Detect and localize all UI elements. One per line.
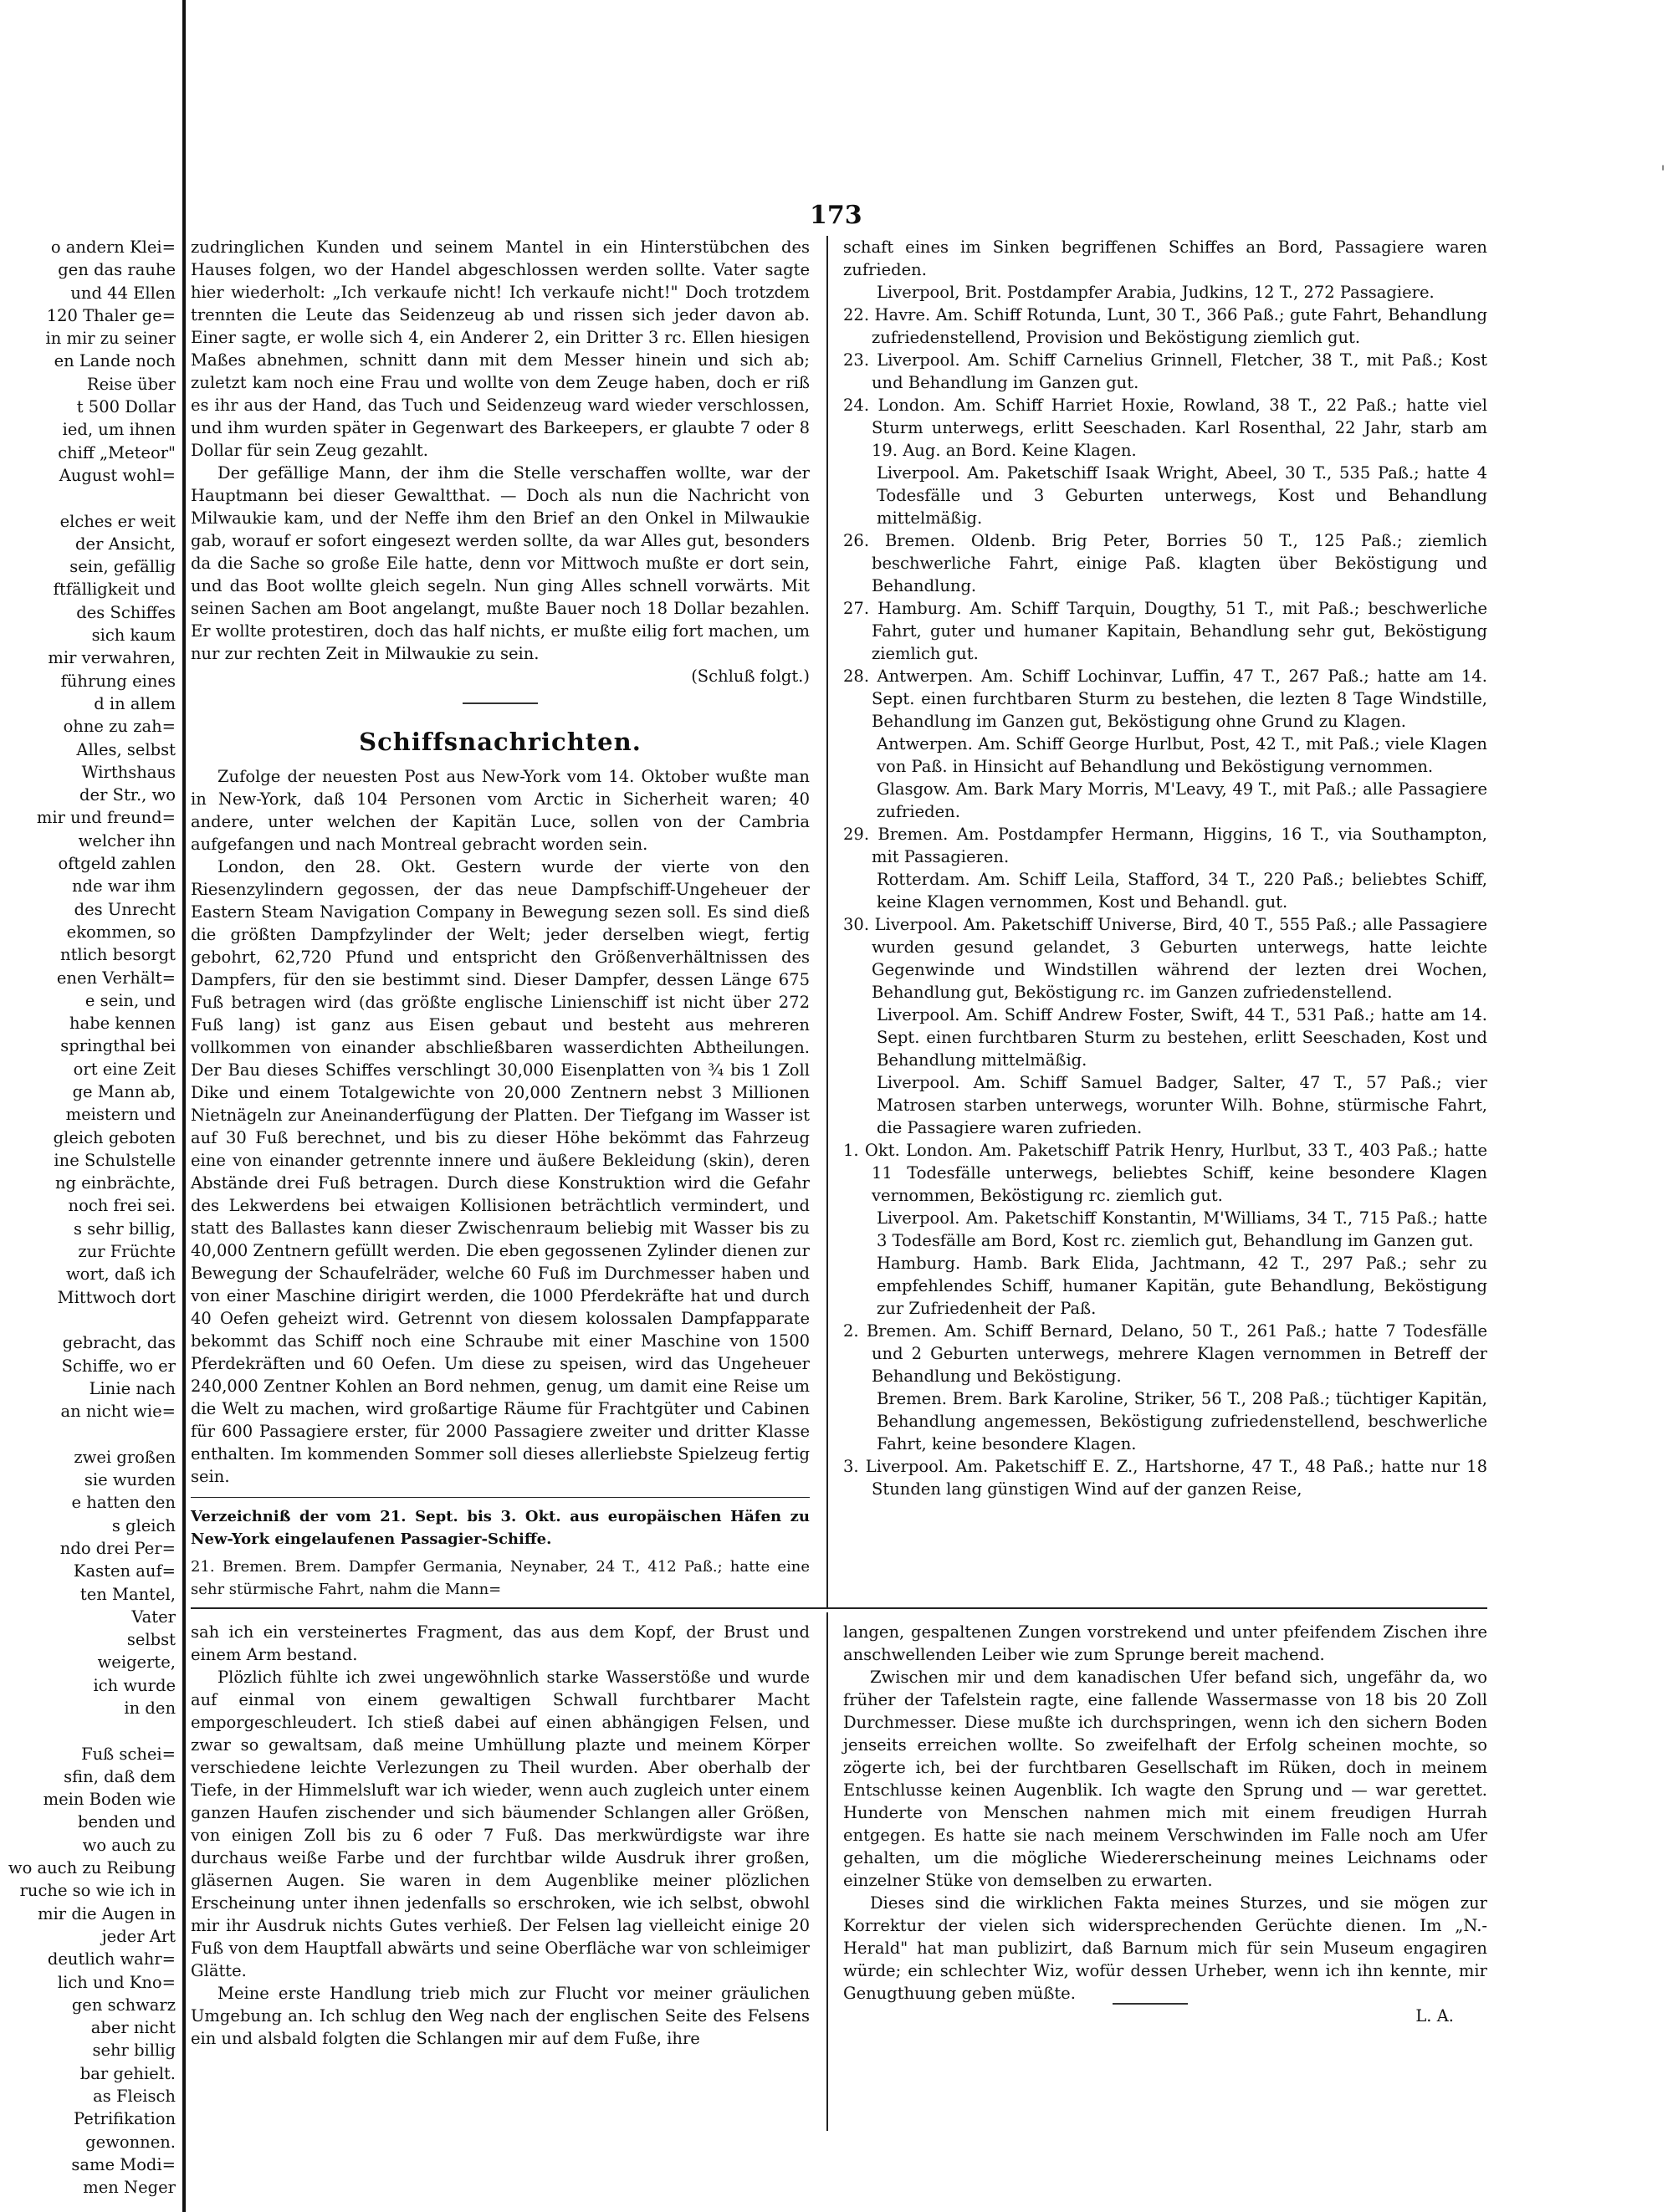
edge-line: in mir zu seiner: [45, 329, 176, 349]
edge-line: ge Mann ab,: [72, 1081, 176, 1101]
edge-line: ng einbrächte,: [54, 1173, 176, 1193]
edge-line: sfin, daß dem: [64, 1766, 176, 1786]
page-number: 173: [810, 201, 862, 230]
edge-line: mir verwahren,: [48, 648, 176, 668]
list-top-rule: [191, 1497, 810, 1498]
edge-line: des Unrecht: [74, 899, 176, 919]
edge-line: Kasten auf=: [73, 1561, 176, 1581]
edge-line: gen das rauhe: [58, 260, 176, 280]
ship-list-entry: Antwerpen. Am. Schiff George Hurlbut, Post, 42 T., mit Paß.; viele Klagen von Paß. in Hinsicht auf Behandlung und Beköstigung vernommen.: [877, 734, 1487, 776]
left-edge-clipped-column: [0, 236, 176, 2198]
edge-line: springthal bei: [60, 1036, 176, 1056]
ship-news-title: Schiffsnachrichten.: [359, 728, 642, 756]
edge-line: an nicht wie=: [60, 1402, 176, 1422]
edge-line: Schiffe, wo er: [61, 1356, 176, 1376]
edge-line: sehr billig: [92, 2041, 176, 2061]
list-heading: Verzeichniß der vom 21. Sept. bis 3. Okt. aus europäischen Häfen zu New-York eingelaufenen Passagier-Schiffe.: [191, 1508, 810, 1548]
edge-line: e sein, und: [84, 990, 176, 1010]
edge-line: August wohl=: [59, 465, 176, 485]
edge-line: t 500 Dollar: [76, 397, 176, 417]
story-paragraph: sah ich ein versteinertes Fragment, das aus dem Kopf, der Brust und einem Arm bestand.: [191, 1622, 810, 1664]
edge-line: [0, 487, 176, 509]
story-paragraph: zudringlichen Kunden und seinem Mantel in ein Hinterstübchen des Hauses folgen, wo der Handel abgeschlossen werden sollte. Vater sagte hier wiederholt: „Ich verkaufe nicht! Ich verkaufe nicht!" Doch trotzdem trennten die Leute das Seidenzeug ab und rissen sich jeder davon ab. Einer sagte, er wolle sich 4, ein Anderer 2, ein Dritter 3 rc. Ellen hiesigen Maßes abnehmen, schnitt dann mit dem Messer hinein und sich ab; zuletzt kam noch eine Frau und wollte von dem Zeuge haben, doch er riß es ihr aus der Hand, das Tuch und Seidenzeug ward wieder verschlossen, und ihm wurden später in Gegenwart des Barkeepers, er glaubte 7 oder 8 Dollar für sein Zeug gezahlt.: [191, 238, 810, 460]
ship-list-entry: Hamburg. Hamb. Bark Elida, Jachtmann, 42 T., 297 Paß.; sehr zu empfehlendes Schiff, humaner Kapitän, gute Behandlung, Beköstigung zur Zufriedenheit der Paß.: [877, 1254, 1487, 1318]
edge-line: deutlich wahr=: [47, 1949, 176, 1969]
edge-line: ruche so wie ich in: [19, 1881, 176, 1901]
edge-line: noch frei sei.: [68, 1196, 176, 1216]
signature: L. A.: [1415, 2006, 1454, 2026]
edge-line: weigerte,: [97, 1653, 176, 1673]
ship-list-entry: 22. Havre. Am. Schiff Rotunda, Lunt, 30 T., 366 Paß.; gute Fahrt, Behandlung zufriedenstellend, Provision und Beköstigung ziemlich gut.: [843, 305, 1487, 347]
edge-line: gen schwarz: [71, 1995, 176, 2015]
edge-line: gewonnen.: [85, 2132, 176, 2152]
story-paragraph: Zwischen mir und dem kanadischen Ufer befand sich, ungefähr da, wo früher der Tafelstein ragte, eine fallende Wassermasse von 18 bis 20 Zoll Durchmesser. Diese mußte ich durchspringen, wenn ich den sichern Boden jenseits erreichen wollte. So zweifelhaft der Erfolg scheinen mochte, so zögerte ich, bei der furchtbaren Gesellschaft im Rüken, doch in meinem Entschlusse keinen Augenblik. Ich wagte den Sprung und — war gerettet. Hunderte von Menschen nahmen mich mit einem freudigen Hurrah entgegen. Es hatte sie nach meinem Verschwinden im Falle noch am Ufer gehalten, um die mögliche Wiedererscheinung meines Leichnams oder einzelner Stüke von demselben zu erwarten.: [843, 1668, 1487, 1890]
edge-line: nde war ihm: [72, 876, 176, 897]
edge-line: s sehr billig,: [74, 1218, 176, 1239]
edge-line: und 44 Ellen: [70, 283, 176, 303]
edge-line: o andern Klei=: [50, 238, 176, 257]
edge-line: ten Mantel,: [79, 1584, 176, 1604]
margin-mark: ': [1660, 163, 1666, 184]
edge-line: en Lande noch: [54, 351, 176, 371]
ship-list-entry: Liverpool. Am. Schiff Samuel Badger, Salter, 47 T., 57 Paß.; vier Matrosen starben unterwegs, worunter Wilh. Bohne, stürmische Fahrt, die Passagiere waren zufrieden.: [877, 1073, 1487, 1137]
edge-line: bar gehielt.: [79, 2063, 176, 2083]
edge-line: Petrifikation: [74, 2109, 176, 2129]
edge-line: sie wurden: [84, 1470, 176, 1490]
edge-line: 120 Thaler ge=: [46, 305, 176, 325]
edge-line: s gleich: [111, 1515, 176, 1535]
edge-line: same Modi=: [71, 2154, 176, 2174]
ship-list-entry: 29. Bremen. Am. Postdampfer Hermann, Higgins, 16 T., via Southampton, mit Passagieren.: [843, 825, 1487, 866]
edge-line: wort, daß ich: [65, 1264, 176, 1285]
edge-line: mein Boden wie: [43, 1790, 176, 1810]
edge-line: zur Früchte: [78, 1242, 176, 1262]
edge-line: d in allem: [94, 693, 176, 713]
story-paragraph: Meine erste Handlung trieb mich zur Flucht vor meiner gräulichen Umgebung an. Ich schlug den Weg nach der englischen Seite des Felsens ein und alsbald folgten die Schlangen mir auf dem Fuße, ihre: [191, 1984, 810, 2048]
edge-line: meistern und: [65, 1105, 176, 1125]
edge-line: chiff „Meteor": [58, 442, 176, 462]
edge-line: mir und freund=: [36, 808, 176, 828]
story-paragraph: (Schluß folgt.): [691, 667, 810, 686]
ship-list-entry: Rotterdam. Am. Schiff Leila, Stafford, 34 T., 220 Paß.; beliebtes Schiff, keine Klagen vernommen, Kost und Behandl. gut.: [877, 870, 1487, 912]
ship-list-entry: Liverpool, Brit. Postdampfer Arabia, Judkins, 12 T., 272 Passagiere.: [877, 283, 1435, 302]
edge-line: des Schiffes: [76, 602, 176, 622]
edge-line: men Neger: [83, 2178, 176, 2198]
edge-line: ftfälligkeit und: [53, 580, 176, 600]
edge-line: e hatten den: [71, 1493, 176, 1513]
story-paragraph: Dieses sind die wirklichen Fakta meines Sturzes, und sie mögen zur Korrektur der vielen sich widersprechenden Gerüchte dienen. Im „N.-Herald" hat man publizirt, daß Barnum mich für sein Museum engagiren würde; ein schlechter Wiz, wofür dessen Urheber, wenn ich ihn kennte, mir Genugthuung geben müßte.: [843, 1893, 1487, 2003]
column-divider-top: [826, 236, 828, 1607]
edge-line: welcher ihn: [78, 830, 176, 851]
edge-line: ndo drei Per=: [59, 1538, 176, 1558]
edge-line: sich kaum: [91, 626, 176, 646]
edge-line: führung eines: [60, 671, 176, 691]
edge-line: selbst: [126, 1630, 176, 1650]
ship-list-entry: Liverpool. Am. Schiff Andrew Foster, Swift, 44 T., 531 Paß.; hatte am 14. Sept. einen furchtbaren Sturm zu bestehen, erlitt Seeschaden, Kost und Behandlung mittelmäßig.: [877, 1005, 1487, 1070]
edge-line: Vater: [131, 1607, 176, 1627]
edge-line: aber nicht: [90, 2018, 176, 2038]
column-divider-bottom: [826, 1612, 828, 2131]
edge-line: jeder Art: [101, 1926, 176, 1946]
edge-line: in den: [124, 1699, 176, 1718]
edge-line: lich und Kno=: [57, 1972, 176, 1992]
edge-line: Reise über: [86, 374, 176, 394]
ship-list-entry: Bremen. Brem. Bark Karoline, Striker, 56 T., 208 Paß.; tüchtiger Kapitän, Behandlung angemessen, Beköstigung zufriedenstellend, beschwerliche Fahrt, keine besondere Klagen.: [877, 1389, 1487, 1453]
story-paragraph: Der gefällige Mann, der ihm die Stelle verschaffen wollte, war der Hauptmann bei dieser Gewaltthat. — Doch als nun die Nachricht von Milwaukie kam, und der Neffe ihm den Brief an den Onkel in Milwaukie gab, worauf er sofort eingesezt werden sollte, da war Alles gut, besonders da die Sache so große Eile hatte, denn vor Mittwoch mußte er dort sein, und das Boot wollte gleich segeln. Nun ging Alles schnell vorwärts. Mit seinen Sachen am Boot angelangt, mußte Bauer noch 18 Dollar bezahlen. Er wollte protestiren, doch das half nichts, er mußte eilig fort machen, um nur zur rechten Zeit in Milwaukie zu sein.: [191, 463, 810, 663]
edge-line: as Fleisch: [93, 2087, 176, 2107]
edge-line: Alles, selbst: [76, 739, 176, 759]
ship-list-entry: Liverpool. Am. Paketschiff Konstantin, M'Williams, 34 T., 715 Paß.; hatte 3 Todesfälle am Bord, Kost rc. ziemlich gut, Behandlung im Ganzen gut.: [877, 1208, 1487, 1250]
ship-list-entry: 1. Okt. London. Am. Paketschiff Patrik Henry, Hurlbut, 33 T., 403 Paß.; hatte 11 Todesfälle unterwegs, beliebtes Schiff, keine besondere Klagen vernommen, Beköstigung rc. ziemlich gut.: [843, 1141, 1487, 1205]
edge-line: Mittwoch dort: [57, 1287, 176, 1307]
edge-line: oftgeld zahlen: [58, 854, 176, 874]
ship-news-paragraph: Zufolge der neuesten Post aus New-York vom 14. Oktober wußte man in New-York, daß 104 Personen vom Arctic in Sicherheit waren; 40 andere, unter welchen der Kapitän Luce, sollen von der Cambria aufgefangen und nach Montreal gebracht worden sein.: [191, 767, 810, 854]
edge-line: benden und: [78, 1812, 176, 1832]
ship-list-entry: 27. Hamburg. Am. Schiff Tarquin, Dougthy, 51 T., mit Paß.; beschwerliche Fahrt, guter und humaner Kapitain, Behandlung sehr gut, Beköstigung ziemlich gut.: [843, 599, 1487, 663]
edge-line: elches er weit: [59, 511, 176, 531]
list-first-entry: 21. Bremen. Brem. Dampfer Germania, Neynaber, 24 T., 412 Paß.; hatte eine sehr stürmische Fahrt, nahm die Mann=: [191, 1558, 810, 1598]
edge-line: zwei großen: [74, 1447, 176, 1467]
edge-line: Linie nach: [89, 1378, 176, 1398]
edge-line: ohne zu zah=: [63, 717, 176, 737]
story-paragraph: Plözlich fühlte ich zwei ungewöhnlich starke Wasserstöße und wurde auf einmal von einem gewaltigen Schwall furchtbarer Macht emporgeschleudert. Ich stieß dabei auf einen abhängigen Felsen, und zwar so gewaltsam, daß meine Umhüllung plazte und meinem Körper verschiedene leichte Verlezungen zu Theil wurden. Aber oberhalb der Tiefe, in der Himmelsluft war ich wieder, wenn auch zugleich unter einem ganzen Haufen zischender und sich bäumender Schlangen aller Größen, von einigen Zoll bis zu 6 oder 7 Fuß. Das merkwürdigste war ihre durchaus weiße Farbe und der furchtbar wilde Ausdruk ihrer großen, gläsernen Augen. Sie waren in dem Augenblike meiner plözlichen Erscheinung unter ihnen jedenfalls so erschroken, wie ich selbst, obwohl mir ihr Ausdruk nichts Gutes verhieß. Der Felsen lag vielleicht einige 20 Fuß von dem Hauptfall abwärts und seine Oberfläche war von schleimiger Glätte.: [191, 1668, 810, 1980]
ship-list-entry: Glasgow. Am. Bark Mary Morris, M'Leavy, 49 T., mit Paß.; alle Passagiere zufrieden.: [877, 779, 1487, 821]
closing-rule: [1113, 2003, 1188, 2005]
edge-line: wo auch zu Reibung: [8, 1858, 176, 1878]
ship-list-entry: Liverpool. Am. Paketschiff Isaak Wright, Abeel, 30 T., 535 Paß.; hatte 4 Todesfälle und 3 Geburten unterwegs, Kost und Behandlung mittelmäßig.: [877, 463, 1487, 528]
edge-line: enen Verhält=: [56, 968, 176, 988]
passenger-ship-list: [843, 236, 1487, 1607]
story-paragraph: langen, gespaltenen Zungen vorstrekend und unter pfeifendem Zischen ihre anschwellenden Leiber wie zum Sprunge bereit machend.: [843, 1622, 1487, 1664]
passenger-ship-list-header: [191, 1505, 810, 1597]
ship-list-entry: 26. Bremen. Oldenb. Brig Peter, Borries 50 T., 125 Paß.; ziemlich beschwerliche Fahrt, einige Paß. klagten über Beköstigung und Behandlung.: [843, 531, 1487, 595]
section-divider: [463, 702, 538, 704]
ship-list-entry: schaft eines im Sinken begriffenen Schiffes an Bord, Passagiere waren zufrieden.: [843, 238, 1487, 279]
waterfall-story-left: [191, 1621, 810, 2156]
binding-edge-bar: [182, 0, 186, 2212]
edge-line: habe kennen: [69, 1014, 176, 1034]
edge-line: [0, 1719, 176, 1742]
edge-line: ntlich besorgt: [60, 945, 176, 965]
edge-line: ied, um ihnen: [62, 420, 176, 440]
edge-line: wo auch zu: [82, 1835, 176, 1855]
edge-line: gebracht, das: [62, 1333, 176, 1353]
ship-list-entry: 30. Liverpool. Am. Paketschiff Universe, Bird, 40 T., 555 Paß.; alle Passagiere wurden gesund gelandet, 3 Geburten unterwegs, hatte leichte Gegenwinde und Windstillen während der lezten drei Wochen, Behandlung gut, Beköstigung rc. im Ganzen zufriedenstellend.: [843, 915, 1487, 1002]
edge-line: der Ansicht,: [75, 534, 176, 554]
edge-line: mir die Augen in: [38, 1903, 176, 1923]
edge-line: [0, 1309, 176, 1331]
ship-list-entry: 2. Bremen. Am. Schiff Bernard, Delano, 50 T., 261 Paß.; hatte 7 Todesfälle und 2 Geburten unterwegs, mehrere Klagen vernommen in Betreff der Behandlung und Beköstigung.: [843, 1321, 1487, 1386]
fold-rule: [191, 1607, 1487, 1609]
edge-line: ine Schulstelle: [54, 1150, 176, 1170]
waterfall-story-right: [843, 1621, 1487, 2156]
edge-line: Wirthshaus: [81, 762, 176, 782]
edge-line: der Str., wo: [79, 785, 176, 805]
edge-line: sein, gefällig: [69, 557, 176, 577]
edge-line: ich wurde: [93, 1675, 176, 1695]
edge-line: Fuß schei=: [81, 1744, 176, 1764]
story-continuation-column: [191, 236, 810, 686]
edge-line: ort eine Zeit: [73, 1059, 176, 1079]
ship-news-article: [191, 765, 810, 1501]
edge-line: ekommen, so: [66, 922, 176, 942]
ship-news-paragraph: London, den 28. Okt. Gestern wurde der vierte von den Riesenzylindern gegossen, der das neue Dampfschiff-Ungeheuer der Eastern Steam Navigation Company in Bewegung sezen soll. Es sind dieß die größten Dampfzylinder der Welt; jeder derselben wiegt, fertig gebohrt, 62,720 Pfund und entspricht den Größenverhältnissen des Dampfers, für den sie bestimmt sind. Dieser Dampfer, dessen Länge 675 Fuß betragen wird (das größte englische Linienschiff ist nicht über 272 Fuß lang) ist ganz aus Eisen gebaut und besteht aus mehreren vollkommen von einander abschließbaren wasserdichten Abtheilungen. Der Bau dieses Schiffes verschlingt 30,000 Eisenplatten von ¾ bis 1 Zoll Dike und einem Totalgewichte von 20,000 Zentnern nebst 3 Millionen Nietnägeln zur Aneinanderfügung der Platten. Der Tiefgang im Wasser ist auf 30 Fuß berechnet, und bis zu dieser Höhe bekömmt das Fahrzeug eine von einander getrennte innere und äußere Bekleidung (skin), deren Abstände drei Fuß betragen. Durch diese Konstruktion wird die Gefahr des Lekwerdens bei etwaigen Kollisionen beträchtlich vermindert, und statt des Ballastes kann dieser Zwischenraum beliebig mit Wasser bis zu 40,000 Zentnern gefüllt werden. Die eben gegossenen Zylinder dienen zur Bewegung der Schaufelräder, welche 60 Fuß im Durchmesser haben und von einer Maschine dirigirt werden, die 1000 Pferdekräfte hat und durch 40 Oefen geheizt wird. Getrennt von diesem kolossalen Dampfapparate bekommt das Schiff noch eine Schraube mit einer Maschine von 1500 Pferdekräften und 60 Oefen. Um diese zu speisen, wird das Ungeheuer 240,000 Zentner Kohlen an Bord nehmen, genug, um damit eine Reise um die Welt zu machen, wird großartige Räume für Frachtgüter und Cabinen für 600 Passagiere erster, für 2000 Passagiere zweiter und dritter Klasse enthalten. Im kommenden Sommer soll dieses allerliebste Spielzeug fertig sein.: [191, 857, 810, 1486]
ship-list-entry: 23. Liverpool. Am. Schiff Carnelius Grinnell, Fletcher, 38 T., mit Paß.; Kost und Behandlung im Ganzen gut.: [843, 350, 1487, 392]
ship-list-entry: 28. Antwerpen. Am. Schiff Lochinvar, Luffin, 47 T., 267 Paß.; hatte am 14. Sept. einen furchtbaren Sturm zu bestehen, die lezten 8 Tage Windstille, Behandlung im Ganzen gut, Beköstigung ohne Grund zu Klagen.: [843, 667, 1487, 731]
ship-list-entry: 24. London. Am. Schiff Harriet Hoxie, Rowland, 38 T., 22 Paß.; hatte viel Sturm unterwegs, erlitt Seeschaden. Karl Rosenthal, 22 Jahr, starb am 19. Aug. an Bord. Keine Klagen.: [843, 396, 1487, 460]
edge-line: [0, 1423, 176, 1445]
edge-line: gleich geboten: [53, 1127, 176, 1147]
ship-list-entry: 3. Liverpool. Am. Paketschiff E. Z., Hartshorne, 47 T., 48 Paß.; hatte nur 18 Stunden lang günstigen Wind auf der ganzen Reise,: [843, 1457, 1487, 1499]
